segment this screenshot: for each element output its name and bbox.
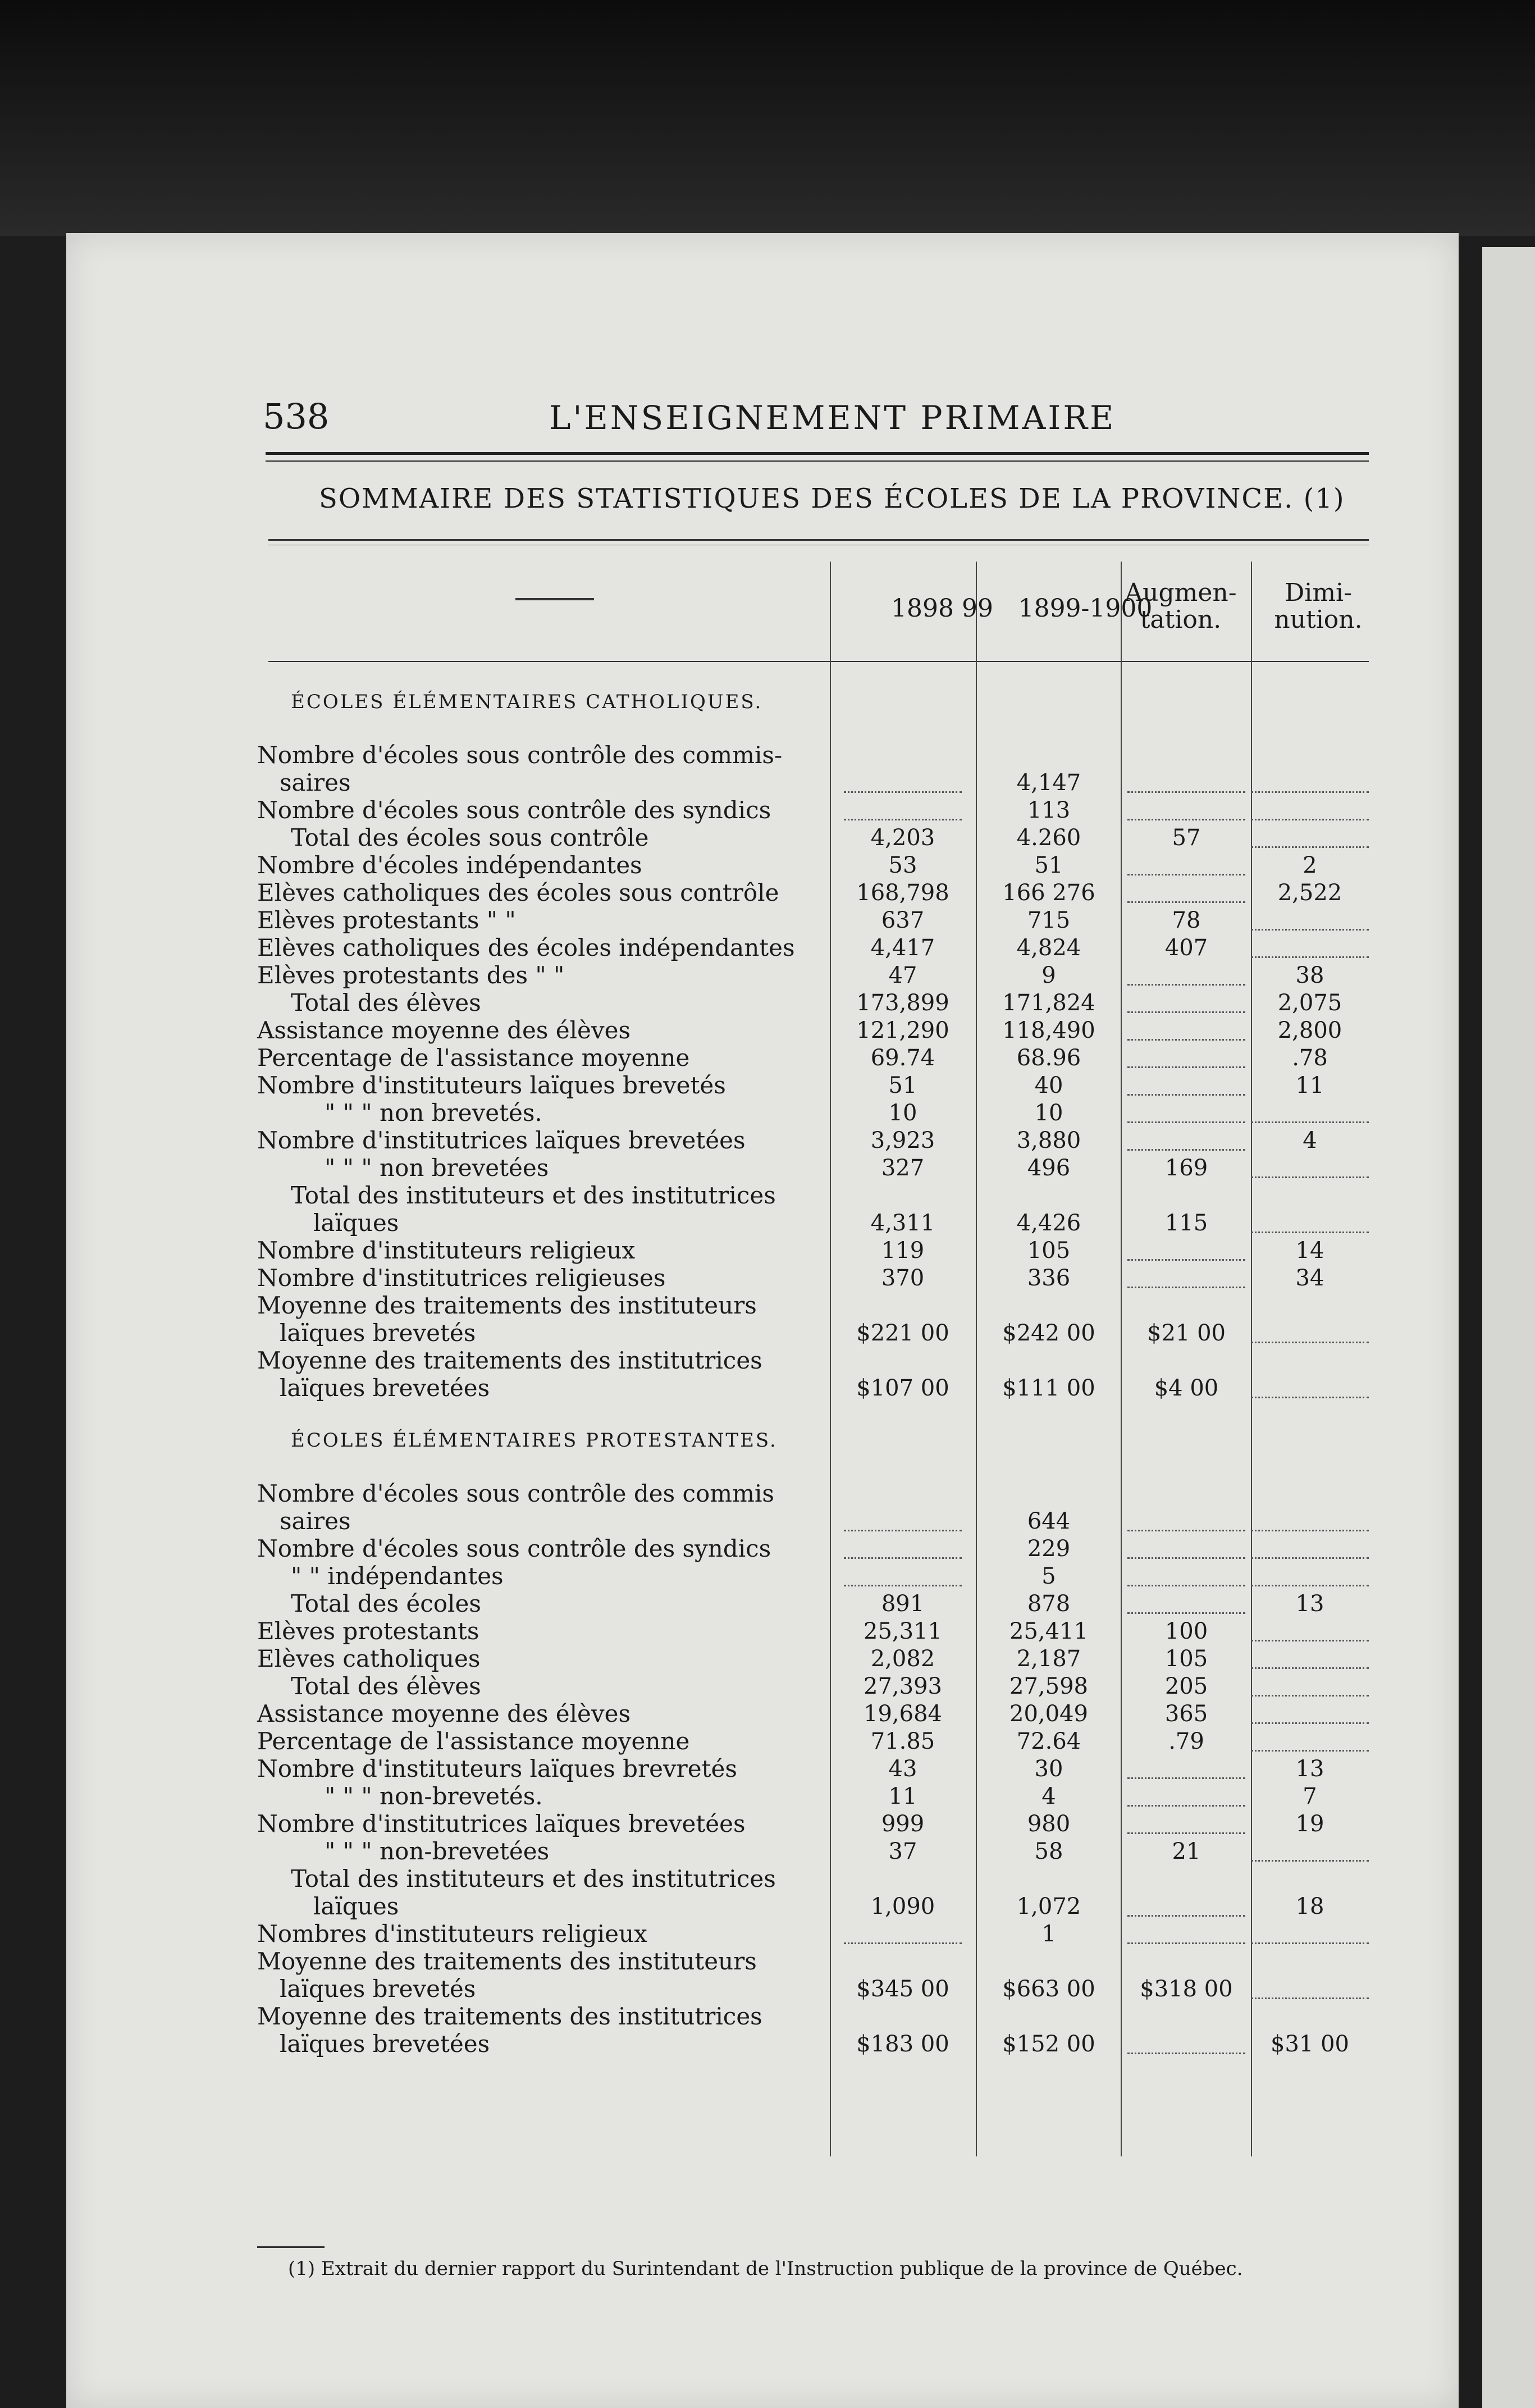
table-cell: $111 00 [1002,1375,1095,1401]
table-cell: 878 [1027,1591,1071,1617]
table-cell: 71.85 [870,1729,935,1754]
table-cell: 4,426 [1016,1210,1081,1236]
col-head-augmentation: Augmen- tation. [1125,578,1237,634]
leader-dots [1127,1557,1245,1559]
row-label: Assistance moyenne des élèves [257,1700,631,1727]
table-cell: 1 [1041,1921,1056,1947]
row-label: Nombre d'institutrices religieuses [257,1264,666,1292]
leader-dots [1251,791,1369,793]
page-number: 538 [263,396,330,437]
table-cell: $345 00 [856,1976,949,2002]
row-label: Total des écoles sous contrôle [291,824,649,851]
row-label: Total des instituteurs et des institutrices [291,1182,776,1209]
table-cell: $21 00 [1147,1320,1226,1346]
table-cell: 11 [888,1784,917,1809]
table-cell: $31 00 [1271,2031,1349,2057]
row-label: Nombre d'institutrices laïques brevetées [257,1810,746,1837]
table-cell: 891 [881,1591,925,1617]
col-head-1899: 1899-1900 [1018,594,1153,623]
table-cell: 47 [888,963,917,988]
row-label: Nombre d'écoles sous contrôle des commis [257,1480,774,1507]
table-cell: 644 [1027,1508,1071,1534]
column-head-rule [268,661,1369,662]
leader-dots [1127,1039,1245,1041]
row-label: Total des écoles [291,1590,481,1617]
table-cell: 13 [1295,1756,1324,1782]
leader-dots [1251,1342,1369,1343]
leader-dots [1251,819,1369,820]
row-label: " " " non-brevetées [325,1837,550,1865]
table-cell: 327 [881,1155,925,1181]
table-cell: 365 [1164,1701,1208,1727]
section-title: ÉCOLES ÉLÉMENTAIRES PROTESTANTES. [291,1429,778,1452]
table-cell: $183 00 [856,2031,949,2057]
column-divider-1 [830,562,831,2156]
row-label: laïques [313,1209,399,1237]
leader-dots [1127,1066,1245,1068]
leader-dots [1251,1585,1369,1586]
leader-dots [1127,984,1245,986]
table-cell: 2,082 [870,1646,935,1672]
leader-dots [1251,1640,1369,1641]
leader-dots [1251,929,1369,931]
table-cell: 2,522 [1277,880,1342,906]
table-cell: $152 00 [1002,2031,1095,2057]
table-cell: 336 [1027,1265,1071,1291]
table-cell: 119 [881,1238,925,1264]
leader-dots [1251,1232,1369,1233]
leader-dots [1127,819,1245,820]
table-cell: 168,798 [856,880,949,906]
table-cell: 4,147 [1016,770,1081,796]
leader-dots [844,791,962,793]
label-column-dash [515,598,594,600]
leader-dots [1127,1942,1245,1944]
row-label: Elèves protestants " " [257,906,516,934]
leader-dots [1251,1530,1369,1531]
table-cell: 53 [888,852,917,878]
table-cell: 118,490 [1002,1018,1095,1043]
leader-dots [1127,1287,1245,1288]
leader-dots [1251,1176,1369,1178]
row-label: Elèves protestants [257,1617,479,1645]
leader-dots [1251,1557,1369,1559]
table-cell: 166 276 [1002,880,1095,906]
footnote-rule [257,2246,325,2248]
table-cell: $4 00 [1154,1375,1219,1401]
table-cell: 14 [1295,1238,1324,1264]
leader-dots [1251,1750,1369,1752]
table-cell: 20,049 [1009,1701,1088,1727]
table-cell: 25,311 [864,1618,942,1644]
leader-dots [1127,1094,1245,1096]
table-cell: 58 [1034,1839,1063,1864]
table-cell: 18 [1295,1894,1324,1919]
row-label: " " indépendantes [291,1562,504,1590]
leader-dots [1251,846,1369,848]
table-cell: 105 [1164,1646,1208,1672]
table-cell: 10 [888,1100,917,1126]
table-cell: $663 00 [1002,1976,1095,2002]
row-label: Elèves catholiques des écoles indépendantes [257,934,795,961]
table-cell: 10 [1034,1100,1063,1126]
table-cell: 68.96 [1016,1045,1081,1071]
table-cell: 2,800 [1277,1018,1342,1043]
row-label: laïques brevetées [280,2030,490,2058]
row-label: Nombre d'écoles sous contrôle des commis- [257,741,783,769]
table-cell: $318 00 [1140,1976,1233,2002]
facing-page-edge [1482,247,1535,2408]
leader-dots [1251,1695,1369,1696]
row-label: Elèves catholiques des écoles sous contrôle [257,879,779,906]
table-cell: 370 [881,1265,925,1291]
table-cell: 113 [1027,797,1071,823]
table-cell: 2,187 [1016,1646,1081,1672]
leader-dots [1127,1011,1245,1013]
table-cell: 27,393 [864,1673,942,1699]
row-label: Elèves catholiques [257,1645,481,1672]
table-cell: 171,824 [1002,990,1095,1016]
table-cell: 980 [1027,1811,1071,1837]
table-cell: 19,684 [864,1701,942,1727]
table-cell: 30 [1034,1756,1063,1782]
table-cell: 4 [1041,1784,1056,1809]
table-cell: 496 [1027,1155,1071,1181]
row-label: laïques brevetés [280,1975,476,2003]
table-cell: 51 [1034,852,1063,878]
row-label: laïques [313,1892,399,1920]
table-cell: 25,411 [1009,1618,1088,1644]
table-cell: 4,311 [870,1210,935,1236]
row-label: " " " non brevetées [325,1154,549,1182]
row-label: Nombre d'instituteurs laïques brevetés [257,1071,726,1099]
row-label: Nombre d'écoles sous contrôle des syndics [257,1535,771,1562]
column-divider-2 [976,562,977,2156]
table-cell: 37 [888,1839,917,1864]
row-label: Moyenne des traitements des institutrices [257,2003,762,2030]
table-cell: 1,090 [870,1894,935,1919]
title-rule-top [268,539,1369,541]
row-label: Moyenne des traitements des instituteurs [257,1292,757,1319]
table-cell: .79 [1168,1729,1204,1754]
leader-dots [1251,1397,1369,1398]
col-head-diminution: Dimi- nution. [1274,578,1363,634]
leader-dots [1127,1805,1245,1807]
row-label: Total des élèves [291,989,481,1016]
col-head-1898: 1898 99 [891,594,993,623]
table-cell: 205 [1164,1673,1208,1699]
table-cell: 637 [881,907,925,933]
table-cell: 115 [1164,1210,1208,1236]
table-cell: 40 [1034,1073,1063,1098]
table-cell: 9 [1041,963,1056,988]
row-label: Total des élèves [291,1672,481,1700]
row-label: " " " non brevetés. [325,1099,542,1127]
leader-dots [1127,901,1245,903]
table-cell: 4 [1303,1128,1317,1153]
leader-dots [1127,1585,1245,1586]
leader-dots [1251,1121,1369,1123]
row-label: laïques brevetés [280,1319,476,1347]
table-cell: 4.260 [1016,825,1081,851]
leader-dots [1251,956,1369,958]
table-cell: 4,203 [870,825,935,851]
table-cell: 51 [888,1073,917,1098]
row-label: Nombre d'instituteurs religieux [257,1237,636,1264]
table-cell: 4,824 [1016,935,1081,961]
leader-dots [844,1942,962,1944]
table-cell: 715 [1027,907,1071,933]
table-cell: 27,598 [1009,1673,1088,1699]
table-cell: $107 00 [856,1375,949,1401]
row-label: Nombres d'instituteurs religieux [257,1920,647,1948]
leader-dots [1251,1722,1369,1724]
leader-dots [1127,791,1245,793]
leader-dots [1127,1612,1245,1614]
leader-dots [844,1530,962,1531]
table-cell: 11 [1295,1073,1324,1098]
table-cell: .78 [1292,1045,1328,1071]
row-label: saires [280,1507,351,1535]
leader-dots [1127,1149,1245,1151]
leader-dots [1127,1121,1245,1123]
row-label: laïques brevetées [280,1374,490,1402]
row-label: Nombre d'instituteurs laïques brevretés [257,1755,737,1782]
table-cell: 21 [1172,1839,1201,1864]
leader-dots [1251,1667,1369,1669]
table-cell: 2 [1303,852,1317,878]
running-head: L'ENSEIGNEMENT PRIMAIRE [549,399,1116,437]
row-label: " " " non-brevetés. [325,1782,543,1810]
leader-dots [1127,874,1245,875]
table-cell: 13 [1295,1591,1324,1617]
table-cell: $221 00 [856,1320,949,1346]
leader-dots [844,1557,962,1559]
table-title: SOMMAIRE DES STATISTIQUES DES ÉCOLES DE LA PROVINCE. (1) [319,483,1345,514]
header-rule-bottom [266,460,1369,462]
table-cell: 7 [1303,1784,1317,1809]
table-cell: 407 [1164,935,1208,961]
row-label: Moyenne des traitements des instituteurs [257,1948,757,1975]
column-divider-3 [1121,562,1122,2156]
table-cell: 1,072 [1016,1894,1081,1919]
table-cell: 57 [1172,825,1201,851]
row-label: Nombre d'écoles indépendantes [257,851,642,879]
leader-dots [1251,1997,1369,1999]
leader-dots [1251,1942,1369,1944]
table-cell: 72.64 [1016,1729,1081,1754]
table-cell: 173,899 [856,990,949,1016]
table-cell: 38 [1295,963,1324,988]
document-page [66,233,1459,2408]
table-cell: 3,923 [870,1128,935,1153]
leader-dots [1127,2053,1245,2054]
leader-dots [1127,1915,1245,1917]
leader-dots [1251,1860,1369,1862]
leader-dots [1127,1259,1245,1261]
table-cell: 2,075 [1277,990,1342,1016]
table-cell: 5 [1041,1563,1056,1589]
row-label: Nombre d'institutrices laïques brevetées [257,1127,746,1154]
section-title: ÉCOLES ÉLÉMENTAIRES CATHOLIQUES. [291,691,763,713]
scan-dark-border [0,0,1535,236]
row-label: Percentage de l'assistance moyenne [257,1044,690,1071]
leader-dots [1127,1777,1245,1779]
table-cell: 100 [1164,1618,1208,1644]
row-label: Elèves protestants des " " [257,961,565,989]
table-cell: 3,880 [1016,1128,1081,1153]
header-rule-top [266,452,1369,455]
leader-dots [844,819,962,820]
row-label: Total des instituteurs et des institutrices [291,1865,776,1892]
table-cell: 169 [1164,1155,1208,1181]
leader-dots [844,1585,962,1586]
table-cell: 105 [1027,1238,1071,1264]
table-cell: 34 [1295,1265,1324,1291]
footnote: (1) Extrait du dernier rapport du Surintendant de l'Instruction publique de la province de Québec. [288,2258,1243,2280]
leader-dots [1127,1832,1245,1834]
row-label: Moyenne des traitements des institutrices [257,1347,762,1374]
row-label: Percentage de l'assistance moyenne [257,1727,690,1755]
table-cell: 229 [1027,1536,1071,1562]
table-cell: 999 [881,1811,925,1837]
row-label: Nombre d'écoles sous contrôle des syndics [257,796,771,824]
table-cell: 69.74 [870,1045,935,1071]
row-label: Assistance moyenne des élèves [257,1016,631,1044]
table-cell: 43 [888,1756,917,1782]
table-cell: $242 00 [1002,1320,1095,1346]
table-cell: 19 [1295,1811,1324,1837]
table-cell: 78 [1172,907,1201,933]
row-label: saires [280,769,351,796]
table-cell: 4,417 [870,935,935,961]
leader-dots [1127,1530,1245,1531]
table-cell: 121,290 [856,1018,949,1043]
